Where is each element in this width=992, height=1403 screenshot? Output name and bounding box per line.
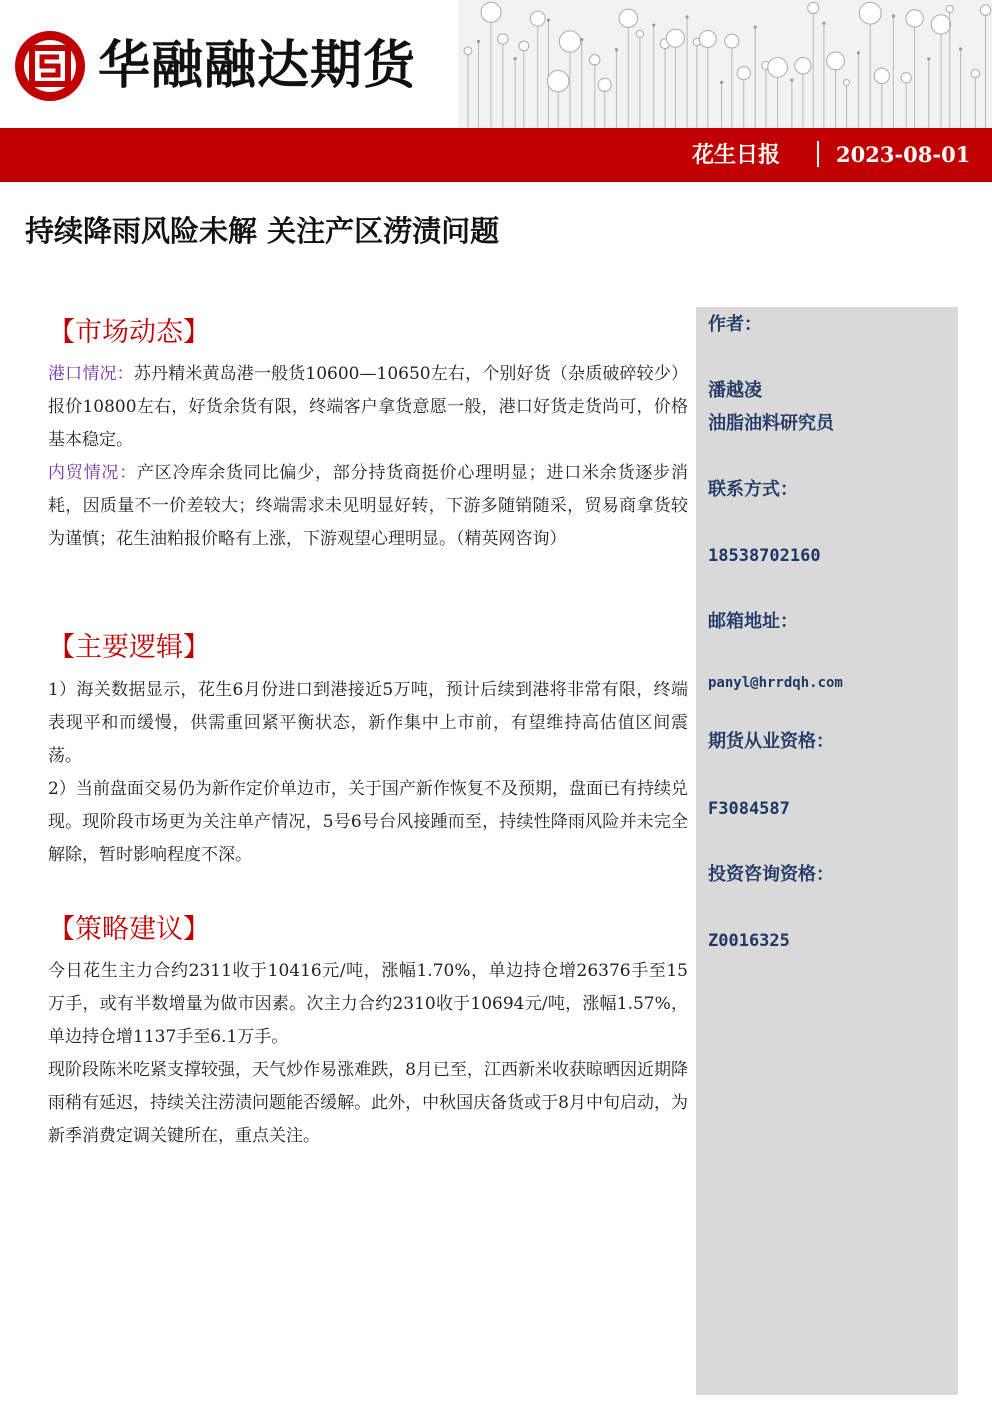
logic-paragraph-2: 2）当前盘面交易仍为新作定价单边市，关于国产新作恢复不及预期，盘面已有持续兑现。现阶段市场更为关注单产情况，5号6号台风接踵而至，持续性降雨风险并未完全解除，暂时影响程度不深。: [48, 779, 688, 865]
logic-paragraph-1: 1）海关数据显示，花生6月份进口到港接近5万吨，预计后续到港将非常有限，终端表现平和而缓慢，供需重回紧平衡状态，新作集中上市前，有望维持高估值区间震荡。: [48, 680, 688, 766]
author-label: 作者：: [708, 314, 762, 335]
pin-pattern-decoration: [458, 0, 992, 128]
contact-label: 联系方式：: [708, 479, 798, 500]
email-label: 邮箱地址：: [708, 611, 798, 632]
author-name: 潘越凌: [708, 380, 762, 401]
domestic-label: 内贸情况：: [48, 463, 137, 483]
consult-qualification-label: 投资咨询资格：: [708, 864, 834, 885]
section-title-market: 【市场动态】: [48, 317, 210, 348]
header-decoration: [458, 0, 992, 128]
section-title-logic: 【主要逻辑】: [48, 632, 210, 663]
strategy-paragraph-1: 今日花生主力合约2311收于10416元/吨，涨幅1.70%，单边持仓增26376手至15万手，或有半数增量为做市因素。次主力合约2310收于10694元/吨，涨幅1.57%，单边持仓增1137手至6.1万手。: [48, 961, 688, 1047]
consult-qualification-number: Z0016325: [708, 931, 790, 951]
port-text: 苏丹精米黄岛港一般货10600—10650左右，个别好货（杂质破碎较少）报价10800左右，好货余货有限，终端客户拿货意愿一般，港口好货走货尚可，价格基本稳定。: [48, 364, 688, 450]
report-date: 2023-08-01: [836, 142, 971, 167]
port-paragraph: [48, 358, 688, 457]
strategy-body: [48, 955, 688, 1153]
strategy-paragraph-2: 现阶段陈米吃紧支撑较强，天气炒作易涨难跌，8月已至，江西新米收获晾晒因近期降雨稍有延迟，持续关注涝渍问题能否缓解。此外，中秋国庆备货或于8月中旬启动，为新季消费定调关键所在，重点关注。: [48, 1060, 688, 1146]
brand-logo-icon: [12, 28, 88, 104]
page-title: 持续降雨风险未解 关注产区涝渍问题: [25, 214, 500, 248]
domestic-paragraph: [48, 457, 688, 556]
author-sidebar: [696, 307, 958, 1395]
email-address[interactable]: panyl@hrrdqh.com: [708, 675, 843, 691]
report-type: 花生日报: [691, 142, 780, 168]
domestic-text: 产区冷库余货同比偏少，部分持货商挺价心理明显；进口米余货逐步消耗，因质量不一价差较大；终端需求未见明显好转，下游多随销随采，贸易商拿货较为谨慎；花生油粕报价略有上涨，下游观望心理明显。（精英网咨询）: [48, 463, 688, 549]
port-label: 港口情况：: [48, 364, 134, 384]
futures-qualification-number: F3084587: [708, 799, 790, 819]
section-title-strategy: 【策略建议】: [48, 914, 210, 945]
phone-number: 18538702160: [708, 546, 821, 566]
brand-name: 华融融达期货: [98, 36, 417, 96]
author-title: 油脂油料研究员: [708, 413, 834, 434]
main-logic-body: [48, 674, 688, 872]
market-dynamics-body: [48, 358, 688, 556]
futures-qualification-label: 期货从业资格：: [708, 731, 834, 752]
header-divider: [817, 141, 819, 167]
